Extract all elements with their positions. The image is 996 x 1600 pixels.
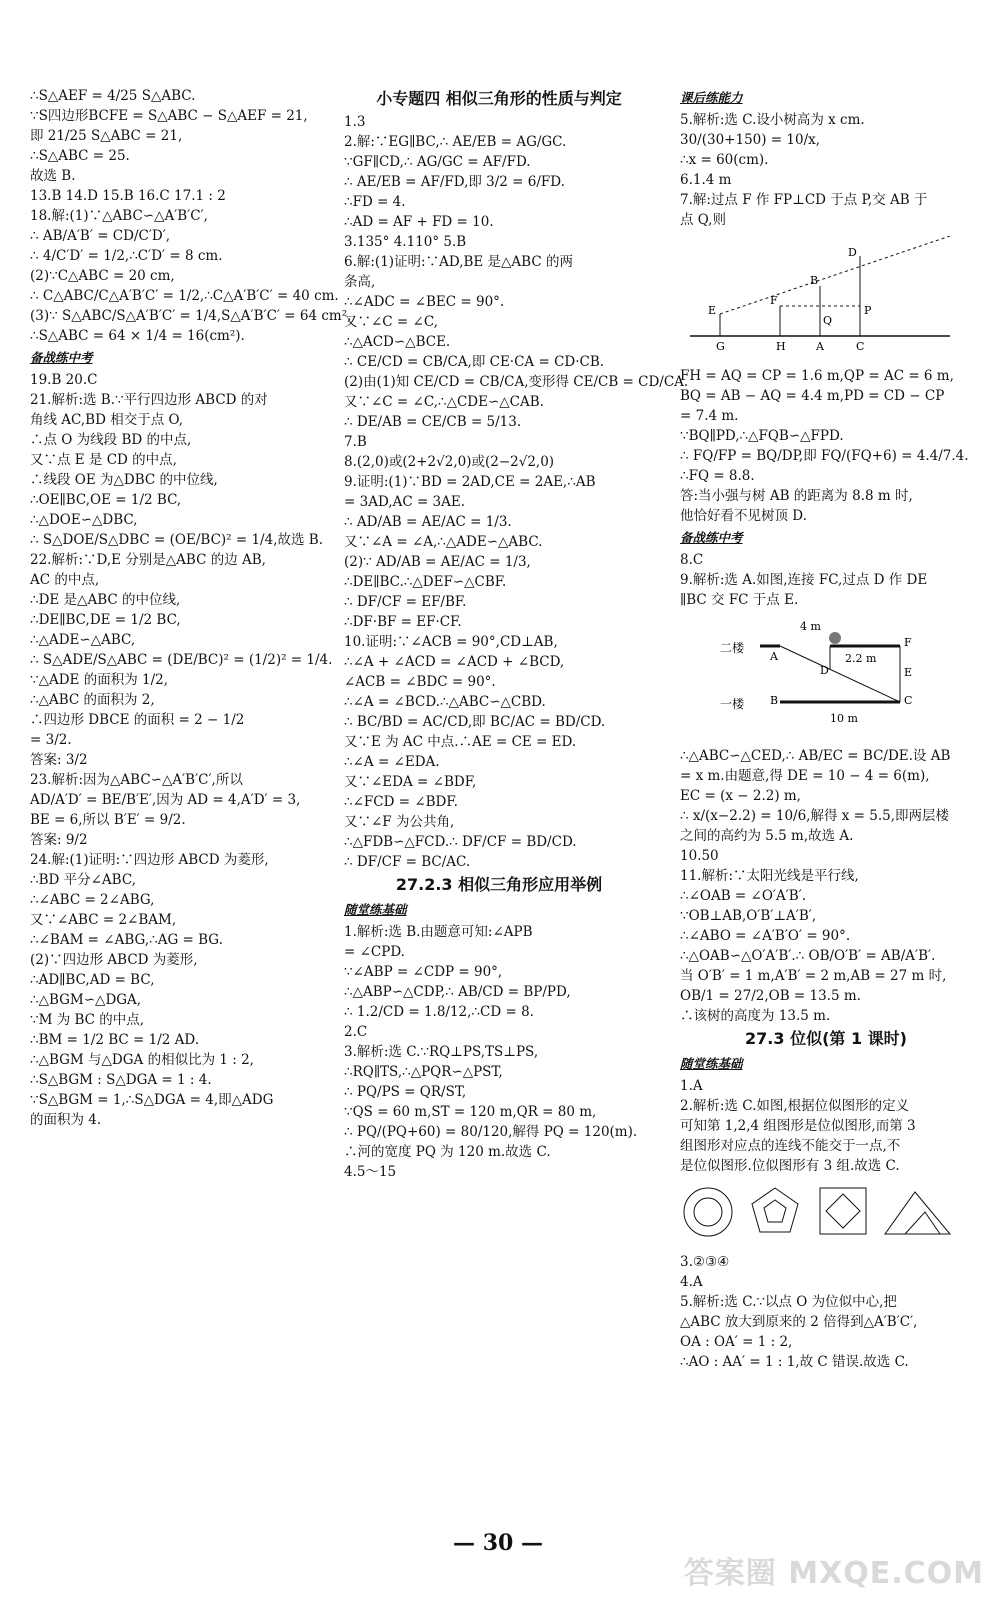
text-line: = 3AD,AC = 3AE. — [344, 494, 466, 510]
svg-text:A: A — [816, 340, 824, 353]
text-line: ∴S△AEF = 4/25 S△ABC. — [30, 88, 196, 104]
text-line: 又∵∠C = ∠C,∴△CDE∽△CAB. — [344, 394, 544, 410]
label-upper-floor: 二楼 — [720, 641, 745, 655]
svg-text:E: E — [904, 666, 913, 679]
text-line: ∵S四边形BCFE = S△ABC − S△AEF = 21, — [30, 108, 308, 124]
column-2-body-b — [344, 900, 654, 1182]
text-line: ∴ x/(x−2.2) = 10/6,解得 x = 5.5,即两层楼 — [680, 808, 950, 824]
text-line: 2.解:∵EG∥BC,∴ AE/EB = AG/GC. — [344, 134, 567, 150]
text-line: 3.②③④ — [680, 1254, 730, 1270]
svg-text:E: E — [708, 304, 717, 317]
text-line: 9.解析:选 A.如图,连接 FC,过点 D 作 DE — [680, 572, 928, 588]
text-line: 21.解析:选 B.∵平行四边形 ABCD 的对 — [30, 392, 268, 408]
text-line: = ∠CPD. — [344, 944, 405, 960]
figure-stairs — [680, 616, 960, 736]
text-line: ∴∠A = ∠BCD.∴△ABC∽△CBD. — [344, 694, 546, 710]
text-line: = 3/2. — [30, 732, 72, 748]
column-1 — [30, 86, 352, 1130]
text-line: 24.解:(1)证明:∵四边形 ABCD 为菱形, — [30, 852, 269, 868]
text-line: 5.解析:选 C.设小树高为 x cm. — [680, 112, 865, 128]
label-lower-floor: 一楼 — [720, 697, 745, 711]
text-line: ∴BM = 1/2 BC = 1/2 AD. — [30, 1032, 200, 1048]
text-line: ∴OE∥BC,OE = 1/2 BC, — [30, 492, 182, 508]
svg-text:Q: Q — [823, 314, 833, 327]
text-line: ∴ 4/C′D′ = 1/2,∴C′D′ = 8 cm. — [30, 248, 223, 264]
text-line: (2)∵四边形 ABCD 为菱形, — [30, 952, 198, 968]
text-line: ∵BQ∥PD,∴△FQB∽△FPD. — [680, 428, 844, 444]
svg-text:2.2 m: 2.2 m — [845, 652, 877, 665]
text-line: ∴线段 OE 为△DBC 的中位线, — [30, 472, 218, 488]
text-line: OA : OA′ = 1 : 2, — [680, 1334, 793, 1350]
text-line: ∴ S△DOE/S△DBC = (OE/BC)² = 1/4,故选 B. — [30, 532, 323, 548]
text-line: ∴△ADE∽△ABC, — [30, 632, 136, 648]
text-line: ∴AO : AA′ = 1 : 1,故 C 错误.故选 C. — [680, 1354, 909, 1370]
text-line: △ABC 放大到原来的 2 倍得到△A′B′C′, — [680, 1314, 918, 1330]
text-line: ∴ AE/EB = AF/FD,即 3/2 = 6/FD. — [344, 174, 565, 190]
text-line: 组图形对应点的连线不能交于一点,不 — [680, 1138, 901, 1154]
text-line: 8.(2,0)或(2+2√2,0)或(2−2√2,0) — [344, 454, 555, 470]
section-header: 随堂练基础 — [680, 1056, 743, 1071]
section-header: 备战练中考 — [680, 530, 743, 545]
text-line: ∵△ADE 的面积为 1/2, — [30, 672, 168, 688]
text-line: ∴ AD/AB = AE/AC = 1/3. — [344, 514, 512, 530]
text-line: 1.3 — [344, 114, 366, 130]
svg-text:D: D — [820, 664, 829, 677]
text-line: ∵M 为 BC 的中点, — [30, 1012, 145, 1028]
text-line: ∴ PQ/PS = QR/ST, — [344, 1084, 467, 1100]
text-line: ∴该树的高度为 13.5 m. — [680, 1008, 831, 1024]
section-title-special-topic: 小专题四 相似三角形的性质与判定 — [376, 89, 622, 108]
text-line: 5.解析:选 C.∵以点 O 为位似中心,把 — [680, 1294, 897, 1310]
text-line: 的面积为 4. — [30, 1112, 102, 1128]
page-number: — 30 — — [453, 1530, 543, 1556]
text-line: 答:当小强与树 AB 的距离为 8.8 m 时, — [680, 488, 913, 504]
label-D: D — [848, 246, 857, 259]
text-line: ∴RQ∥TS,∴△PQR∽△PST, — [344, 1064, 503, 1080]
text-line: 又∵∠F 为公共角, — [344, 814, 455, 830]
text-line: 7.B — [344, 434, 367, 450]
text-line: 6.1.4 m — [680, 172, 732, 188]
svg-text:F: F — [770, 294, 778, 307]
text-line: 2.C — [344, 1024, 368, 1040]
text-line: ∴DE∥BC.∴△DEF∽△CBF. — [344, 574, 507, 590]
text-line: ∴ DE/AB = CE/CB = 5/13. — [344, 414, 522, 430]
text-line: ∴ 1.2/CD = 1.8/12,∴CD = 8. — [344, 1004, 534, 1020]
text-line: 23.解析:因为△ABC∽△A′B′C′,所以 — [30, 772, 243, 788]
svg-text:G: G — [716, 340, 725, 353]
svg-text:B: B — [810, 274, 819, 287]
text-line: ∴△OAB∽△O′A′B′.∴ OB/O′B′ = AB/A′B′. — [680, 948, 936, 964]
column-3-part-d — [680, 1054, 972, 1176]
text-line: (2)∵ AD/AB = AE/AC = 1/3, — [344, 554, 531, 570]
text-line: 是位似图形.位似图形有 3 组.故选 C. — [680, 1158, 900, 1174]
text-line: 9.证明:(1)∵BD = 2AD,CE = 2AE,∴AB — [344, 474, 596, 490]
text-line: ∴FQ = 8.8. — [680, 468, 755, 484]
svg-text:C: C — [904, 694, 913, 707]
svg-text:F: F — [904, 636, 912, 649]
column-3-part-e — [680, 1252, 972, 1372]
text-line: ∴FD = 4. — [344, 194, 406, 210]
text-line: BQ = AB − AQ = 4.4 m,PD = CD − CP — [680, 388, 945, 404]
text-line: ∴ DF/CF = EF/BF. — [344, 594, 467, 610]
text-line: 答案: 9/2 — [30, 832, 88, 848]
section-title-27-3: 27.3 位似(第 1 课时) — [745, 1029, 907, 1048]
text-line: 1.A — [680, 1078, 703, 1094]
column-3-part-c — [680, 746, 972, 1026]
text-line: 10.证明:∵∠ACB = 90°,CD⊥AB, — [344, 634, 558, 650]
text-line: ∵OB⊥AB,O′B′⊥A′B′, — [680, 908, 817, 924]
text-line: 他恰好看不见树顶 D. — [680, 508, 807, 524]
svg-text:H: H — [776, 340, 786, 353]
text-line: ∵∠ABP = ∠CDP = 90°, — [344, 964, 503, 980]
text-line: 又∵E 为 AC 中点.∴AE = CE = ED. — [344, 734, 577, 750]
text-line: 3.135° 4.110° 5.B — [344, 234, 467, 250]
text-line: ∴ PQ/(PQ+60) = 80/120,解得 PQ = 120(m). — [344, 1124, 638, 1140]
text-line: AC 的中点, — [30, 572, 100, 588]
figure-similar-shapes — [680, 1182, 960, 1242]
text-line: ∴DE 是△ABC 的中位线, — [30, 592, 181, 608]
figure-tree-sightline — [680, 236, 960, 356]
text-line: 又∵∠A = ∠A,∴△ADE∽△ABC. — [344, 534, 543, 550]
svg-text:P: P — [864, 304, 872, 317]
text-line: ∴河的宽度 PQ 为 120 m.故选 C. — [344, 1144, 551, 1160]
text-line: 又∵∠ABC = 2∠BAM, — [30, 912, 177, 928]
text-line: ∴ DF/CF = BC/AC. — [344, 854, 471, 870]
text-line: ∴△BGM∽△DGA, — [30, 992, 142, 1008]
text-line: = x m.由题意,得 DE = 10 − 4 = 6(m), — [680, 768, 930, 784]
text-line: ∴ AB/A′B′ = CD/C′D′, — [30, 228, 171, 244]
text-line: 3.解析:选 C.∵RQ⊥PS,TS⊥PS, — [344, 1044, 539, 1060]
text-line: 22.解析:∵D,E 分别是△ABC 的边 AB, — [30, 552, 266, 568]
text-line: BE = 6,所以 B′E′ = 9/2. — [30, 812, 186, 828]
text-line: (2)∵C△ABC = 20 cm, — [30, 268, 175, 284]
text-line: ∠ACB = ∠BDC = 90°. — [344, 674, 496, 690]
text-line: FH = AQ = CP = 1.6 m,QP = AC = 6 m, — [680, 368, 954, 384]
text-line: OB/1 = 27/2,OB = 13.5 m. — [680, 988, 861, 1004]
text-line: 点 Q,则 — [680, 212, 726, 228]
watermark: 答案圈 MXQE.COM — [683, 1556, 984, 1591]
text-line: ∴DE∥BC,DE = 1/2 BC, — [30, 612, 181, 628]
text-line: ∵S△BGM = 1,∴S△DGA = 4,即△ADG — [30, 1092, 274, 1108]
text-line: 1.解析:选 B.由题意可知:∠APB — [344, 924, 533, 940]
text-line: ∴∠ABC = 2∠ABG, — [30, 892, 155, 908]
text-line: ∴△ACD∽△BCE. — [344, 334, 451, 350]
section-header: 课后练能力 — [680, 90, 743, 105]
text-line: 可知第 1,2,4 组图形是位似图形,而第 3 — [680, 1118, 916, 1134]
text-line: ∴△ABC 的面积为 2, — [30, 692, 155, 708]
section-header: 备战练中考 — [30, 350, 93, 365]
text-line: ∴∠BAM = ∠ABG,∴AG = BG. — [30, 932, 223, 948]
text-line: ∴x = 60(cm). — [680, 152, 769, 168]
text-line: ∴△ABP∽△CDP,∴ AB/CD = BP/PD, — [344, 984, 571, 1000]
text-line: AD/A′D′ = BE/B′E′,因为 AD = 4,A′D′ = 3, — [30, 792, 301, 808]
text-line: ∴ FQ/FP = BQ/DP,即 FQ/(FQ+6) = 4.4/7.4. — [680, 448, 969, 464]
text-line: 故选 B. — [30, 168, 76, 184]
text-line: 10.50 — [680, 848, 719, 864]
text-line: 13.B 14.D 15.B 16.C 17.1 : 2 — [30, 188, 226, 204]
text-line: 角线 AC,BD 相交于点 O, — [30, 412, 184, 428]
text-line: ∵QS = 60 m,ST = 120 m,QR = 80 m, — [344, 1104, 597, 1120]
text-line: ∴△ABC∽△CED,∴ AB/EC = BC/DE.设 AB — [680, 748, 951, 764]
section-header: 随堂练基础 — [344, 902, 407, 917]
svg-text:10 m: 10 m — [830, 712, 858, 725]
column-3-part-a — [680, 88, 972, 230]
text-line: ∴四边形 DBCE 的面积 = 2 − 1/2 — [30, 712, 245, 728]
text-line: ∴ CE/CD = CB/CA,即 CE·CA = CD·CB. — [344, 354, 605, 370]
text-line: ∴∠A + ∠ACD = ∠ACD + ∠BCD, — [344, 654, 565, 670]
column-2-body — [344, 112, 689, 872]
text-line: 当 O′B′ = 1 m,A′B′ = 2 m,AB = 27 m 时, — [680, 968, 947, 984]
text-line: (2)由(1)知 CE/CD = CB/CA,变形得 CE/CB = CD/CA. — [344, 374, 689, 390]
text-line: ∥BC 交 FC 于点 E. — [680, 592, 799, 608]
text-line: 6.解:(1)证明:∵AD,BE 是△ABC 的两 — [344, 254, 573, 270]
text-line: ∴∠OAB = ∠O′A′B′. — [680, 888, 807, 904]
column-3 — [680, 86, 972, 1372]
text-line: 4.A — [680, 1274, 703, 1290]
column-2 — [344, 86, 689, 1182]
text-line: 又∵∠C = ∠C, — [344, 314, 438, 330]
text-line: ∵GF∥CD,∴ AG/GC = AF/FD. — [344, 154, 531, 170]
text-line: ∴∠ABO = ∠A′B′O′ = 90°. — [680, 928, 851, 944]
text-line: 又∵点 E 是 CD 的中点, — [30, 452, 177, 468]
text-line: ∴△BGM 与△DGA 的相似比为 1 : 2, — [30, 1052, 254, 1068]
text-line: (3)∵ S△ABC/S△A′B′C′ = 1/4,S△A′B′C′ = 64 cm², — [30, 308, 352, 324]
text-line: 即 21/25 S△ABC = 21, — [30, 128, 183, 144]
text-line: ∴AD = AF + FD = 10. — [344, 214, 494, 230]
text-line: 30/(30+150) = 10/x, — [680, 132, 821, 148]
text-line: 11.解析:∵太阳光线是平行线, — [680, 868, 859, 884]
svg-text:B: B — [770, 694, 779, 707]
text-line: ∴S△ABC = 64 × 1/4 = 16(cm²). — [30, 328, 245, 344]
text-line: ∴∠A = ∠EDA. — [344, 754, 440, 770]
text-line: 答案: 3/2 — [30, 752, 88, 768]
text-line: 又∵∠EDA = ∠BDF, — [344, 774, 477, 790]
text-line: 8.C — [680, 552, 704, 568]
column-3-part-b — [680, 366, 972, 610]
text-line: 4.5～15 — [344, 1164, 397, 1180]
text-line: = 7.4 m. — [680, 408, 739, 424]
svg-text:4 m: 4 m — [800, 620, 821, 633]
svg-text:C: C — [856, 340, 865, 353]
text-line: ∴AD∥BC,AD = BC, — [30, 972, 155, 988]
text-line: ∴∠ADC = ∠BEC = 90°. — [344, 294, 505, 310]
text-line: 7.解:过点 F 作 FP⊥CD 于点 P,交 AB 于 — [680, 192, 928, 208]
text-line: 2.解析:选 C.如图,根据位似图形的定义 — [680, 1098, 910, 1114]
text-line: ∴∠FCD = ∠BDF. — [344, 794, 458, 810]
text-line: EC = (x − 2.2) m, — [680, 788, 801, 804]
text-line: ∴S△ABC = 25. — [30, 148, 130, 164]
section-title-27-2-3: 27.2.3 相似三角形应用举例 — [395, 875, 603, 894]
svg-text:A: A — [770, 650, 778, 663]
text-line: ∴点 O 为线段 BD 的中点, — [30, 432, 192, 448]
text-line: ∴△FDB∽△FCD.∴ DF/CF = BD/CD. — [344, 834, 577, 850]
text-line: ∴ C△ABC/C△A′B′C′ = 1/2,∴C△A′B′C′ = 40 cm. — [30, 288, 339, 304]
text-line: 条高, — [344, 274, 376, 290]
text-line: 19.B 20.C — [30, 372, 98, 388]
text-line: 18.解:(1)∵△ABC∽△A′B′C′, — [30, 208, 208, 224]
text-line: ∴ BC/BD = AC/CD,即 BC/AC = BD/CD. — [344, 714, 606, 730]
text-line: 之间的高约为 5.5 m,故选 A. — [680, 828, 854, 844]
text-line: ∴△DOE∽△DBC, — [30, 512, 138, 528]
text-line: ∴DF·BF = EF·CF. — [344, 614, 462, 630]
text-line: ∴S△BGM : S△DGA = 1 : 4. — [30, 1072, 212, 1088]
text-line: ∴ S△ADE/S△ABC = (DE/BC)² = (1/2)² = 1/4. — [30, 652, 333, 668]
text-line: ∴BD 平分∠ABC, — [30, 872, 136, 888]
